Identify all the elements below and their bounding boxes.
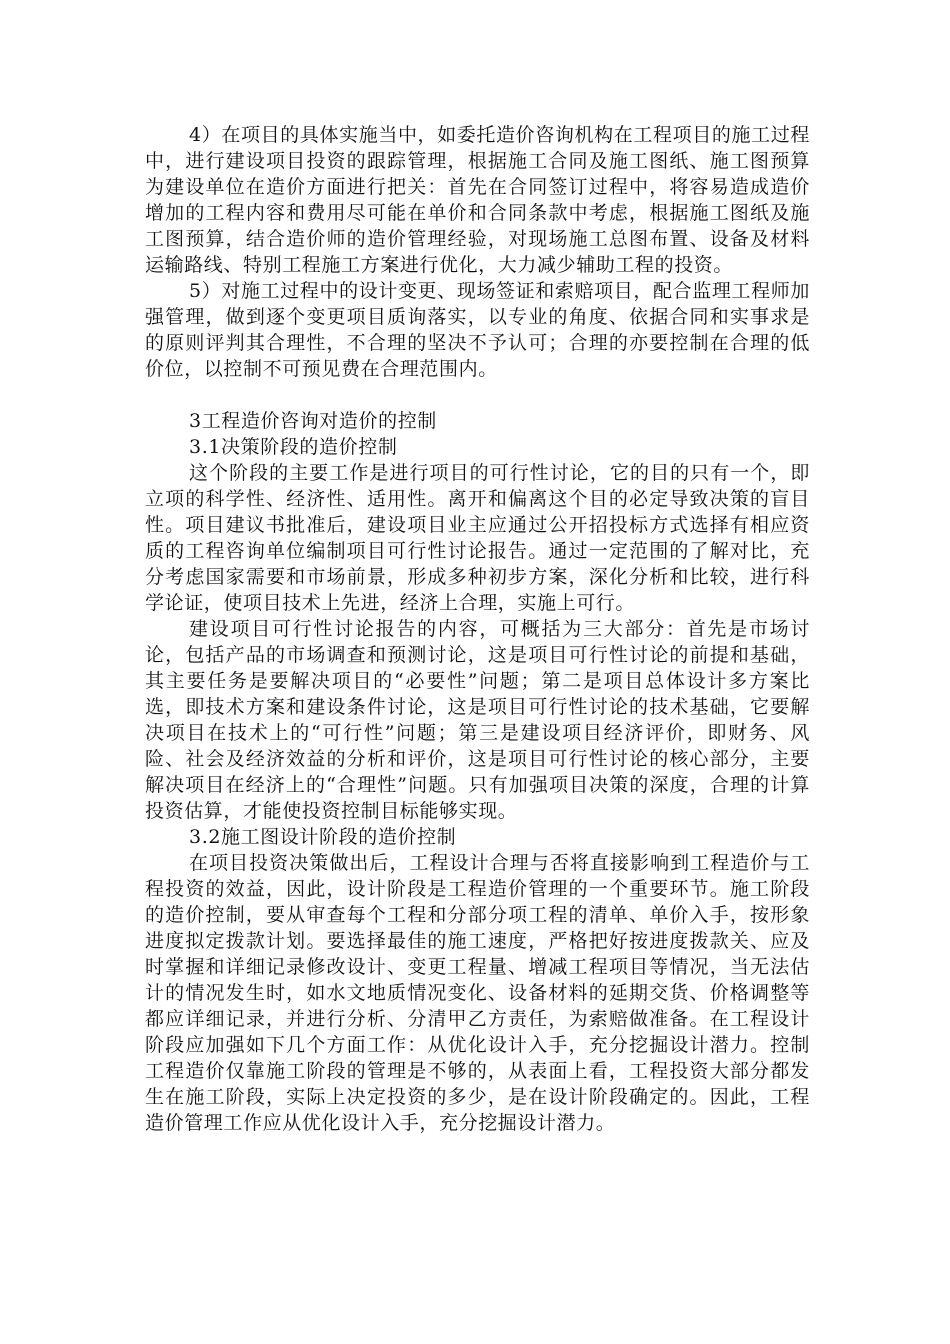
section-3-1-heading: 3.1决策阶段的造价控制 (189, 436, 398, 458)
section-3-1-paragraph-2: 建设项目可行性讨论报告的内容，可概括为三大部分：首先是市场讨论，包括产品的市场调查和预测讨论，这是项目可行性讨论的前提和基础，其主要任务是要解决项目的“必要性”问题；第二是项目总体设计多方案比选，即技术方案和建设条件讨论，这是项目可行性讨论的技术基础，它要解决项目在技术上的“可行性”问题；第三是建设项目经济评价，即财务、风险、社会及经济效益的分析和评价，这是项目可行性讨论的核心部分，主要解决项目在经济上的“合理性”问题。只有加强项目决策的深度，合理的计算投资估算，才能使投资控制目标能够实现。 (145, 618, 810, 822)
section-3-2-heading: 3.2施工图设计阶段的造价控制 (189, 826, 457, 848)
document-page (145, 122, 810, 1136)
section-3-2-paragraph-1: 在项目投资决策做出后，工程设计合理与否将直接影响到工程造价与工程投资的效益，因此，设计阶段是工程造价管理的一个重要环节。施工阶段的造价控制，要从审查每个工程和分部分项工程的清单、单价入手，按形象进度拟定拨款计划。要选择最佳的施工速度，严格把好按进度拨款关、应及时掌握和详细记录修改设计、变更工程量、增减工程项目等情况，当无法估计的情况发生时，如水文地质情况变化、设备材料的延期交货、价格调整等都应详细记录，并进行分析、分清甲乙方责任，为索赔做准备。在工程设计阶段应加强如下几个方面工作：从优化设计入手，充分挖掘设计潜力。控制工程造价仅靠施工阶段的管理是不够的，从表面上看，工程投资大部分都发生在施工阶段，实际上决定投资的多少，是在设计阶段确定的。因此，工程造价管理工作应从优化设计入手，充分挖掘设计潜力。 (145, 852, 810, 1134)
section-3-1-paragraph-1: 这个阶段的主要工作是进行项目的可行性讨论，它的目的只有一个，即立项的科学性、经济性、适用性。离开和偏离这个目的必定导致决策的盲目性。项目建议书批准后，建设项目业主应通过公开招投标方式选择有相应资质的工程咨询单位编制项目可行性讨论报告。通过一定范围的了解对比，充分考虑国家需要和市场前景，形成多种初步方案，深化分析和比较，进行科学论证，使项目技术上先进，经济上合理，实施上可行。 (145, 462, 810, 614)
paragraph-item-5: 5）对施工过程中的设计变更、现场签证和索赔项目，配合监理工程师加强管理，做到逐个变更项目质询落实，以专业的角度、依据合同和实事求是的原则评判其合理性，不合理的坚决不予认可；合理的亦要控制在合理的低价位，以控制不可预见费在合理范围内。 (145, 280, 810, 380)
section-3-heading: 3工程造价咨询对造价的控制 (189, 410, 437, 432)
paragraph-item-4: 4）在项目的具体实施当中，如委托造价咨询机构在工程项目的施工过程中，进行建设项目投资的跟踪管理，根据施工合同及施工图纸、施工图预算为建设单位在造价方面进行把关：首先在合同签订过程中，将容易造成造价增加的工程内容和费用尽可能在单价和合同条款中考虑，根据施工图纸及施工图预算，结合造价师的造价管理经验，对现场施工总图布置、设备及材料运输路线、特别工程施工方案进行优化，大力减少辅助工程的投资。 (145, 124, 810, 276)
section-spacer (145, 382, 810, 408)
